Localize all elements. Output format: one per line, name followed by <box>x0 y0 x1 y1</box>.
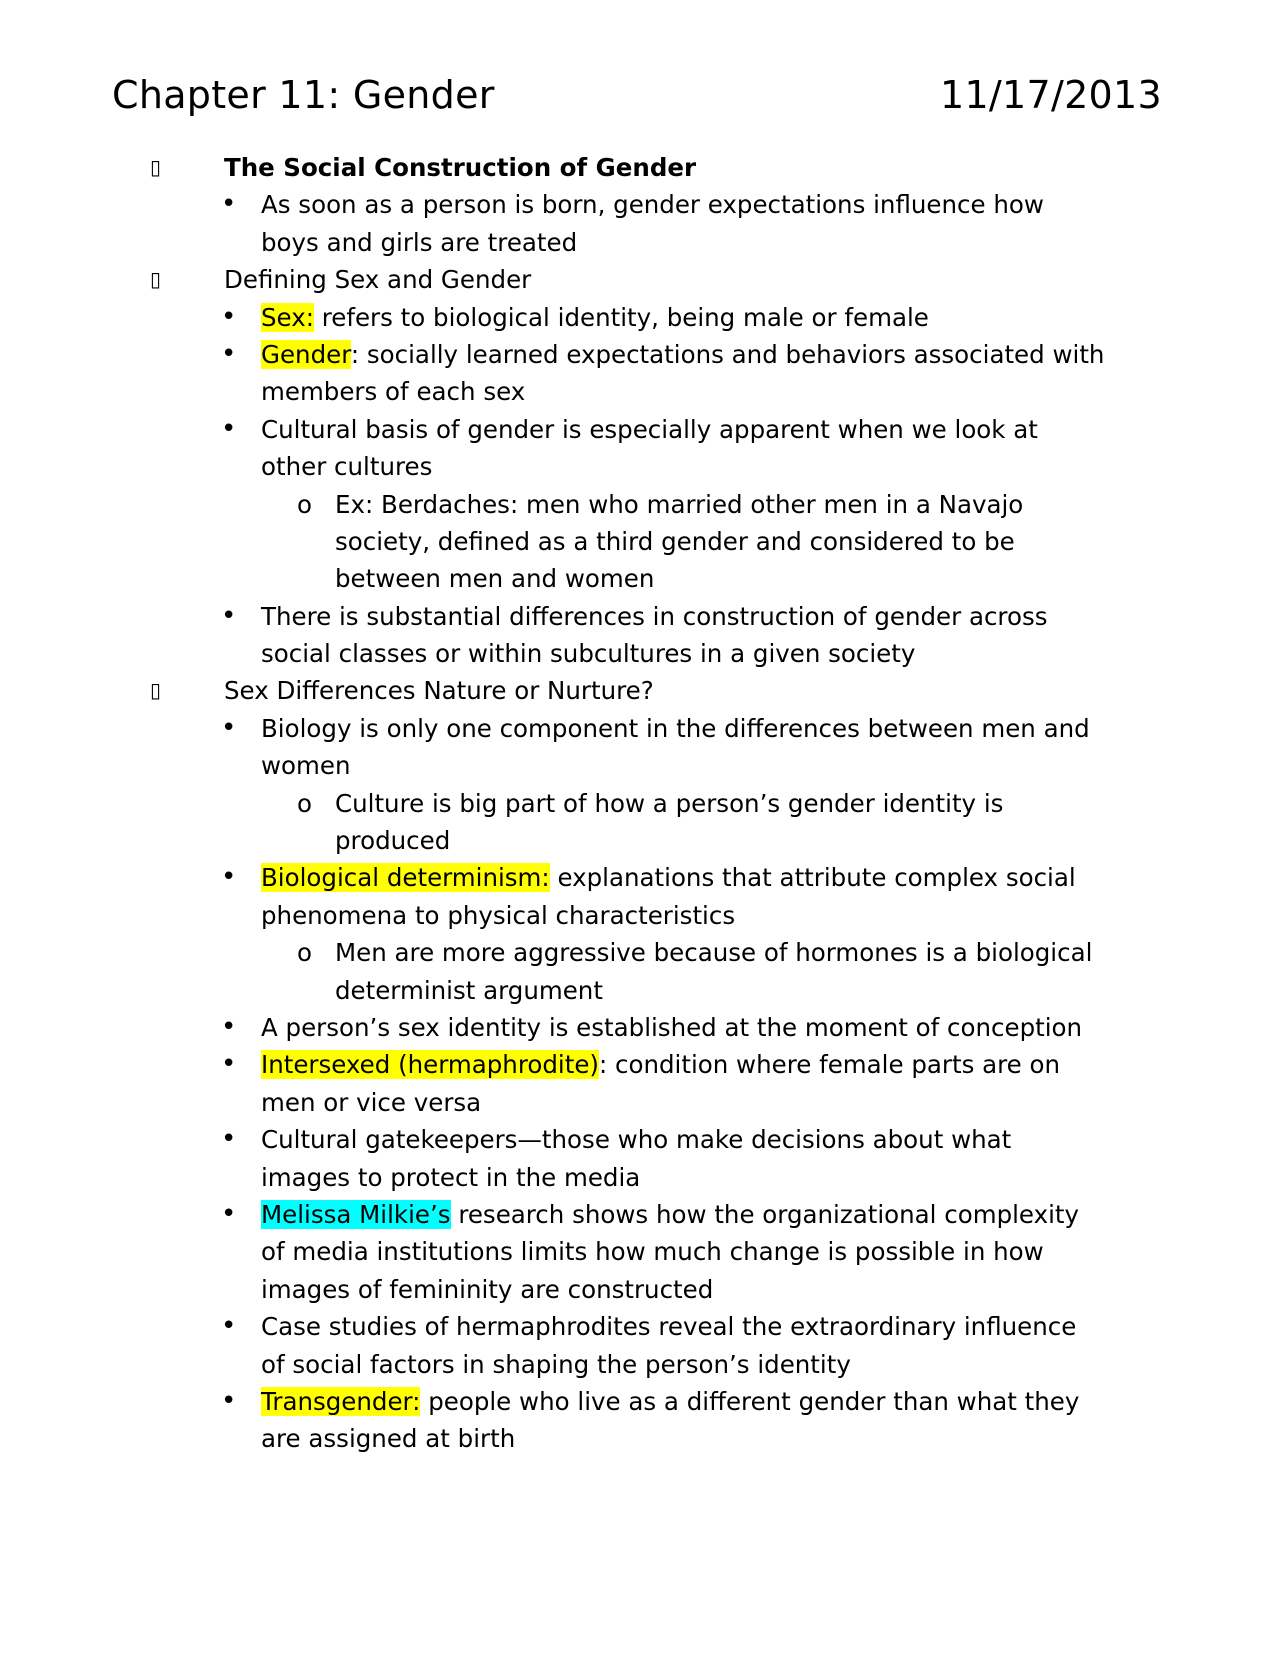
bullet-item <box>0 1196 1280 1233</box>
term-definition: : socially learned expectations and behaviors associated with <box>350 339 1105 369</box>
bullet-icon: • <box>221 189 237 220</box>
section-marker-icon: ▯ <box>150 155 162 179</box>
highlighted-term: Biological determinism: <box>261 863 550 893</box>
bullet-icon: • <box>221 1124 237 1155</box>
sub-bullet-continuation <box>0 972 1280 1009</box>
sub-bullet-text: society, defined as a third gender and considered to be <box>335 526 1015 556</box>
bullet-item <box>0 859 1280 896</box>
highlighted-term: Sex: <box>261 302 314 332</box>
bullet-item <box>0 411 1280 448</box>
sub-bullet-icon: o <box>297 489 312 519</box>
bullet-text: of media institutions limits how much change is possible in how <box>261 1237 1044 1267</box>
bullet-text: Cultural gatekeepers—those who make decisions about what <box>261 1125 1012 1155</box>
sub-bullet-text: Men are more aggressive because of hormones is a biological <box>335 938 1093 968</box>
bullet-icon: • <box>221 862 237 893</box>
sub-bullet-icon: o <box>297 788 312 818</box>
highlighted-term: Intersexed (hermaphrodite) <box>261 1050 599 1080</box>
section-heading <box>0 672 1280 709</box>
term-definition: research shows how the organizational complexity <box>450 1199 1079 1229</box>
bullet-continuation <box>0 1159 1280 1196</box>
bullet-item <box>0 299 1280 336</box>
bullet-icon: • <box>221 1385 237 1416</box>
term-definition: : condition where female parts are on <box>598 1050 1061 1080</box>
sub-bullet-icon: o <box>297 938 312 968</box>
bullet-text: As soon as a person is born, gender expectations influence how <box>261 190 1044 220</box>
section-title: Sex Differences Nature or Nurture? <box>224 676 654 706</box>
bullet-text: members of each sex <box>261 377 526 407</box>
bullet-text: phenomena to physical characteristics <box>261 900 736 930</box>
bullet-text: other cultures <box>261 452 433 482</box>
bullet-text: social classes or within subcultures in a given society <box>261 639 916 669</box>
sub-bullet-continuation <box>0 822 1280 859</box>
notes-date: 11/17/2013 <box>939 73 1162 117</box>
bullet-text: women <box>261 751 351 781</box>
bullet-continuation <box>0 373 1280 410</box>
section-marker-icon: ▯ <box>150 678 162 703</box>
bullet-icon: • <box>221 413 237 444</box>
bullet-icon: • <box>221 1049 237 1080</box>
sub-bullet-item <box>0 785 1280 822</box>
sub-bullet-item <box>0 486 1280 523</box>
highlighted-term: Transgender: <box>261 1386 421 1416</box>
bullet-text: Case studies of hermaphrodites reveal the extraordinary influence <box>261 1312 1077 1342</box>
section-title: The Social Construction of Gender <box>224 153 697 182</box>
bullet-icon: • <box>221 712 237 743</box>
bullet-item <box>0 1121 1280 1158</box>
bullet-continuation <box>0 1233 1280 1270</box>
bullet-item <box>0 1308 1280 1345</box>
sub-bullet-text: determinist argument <box>335 975 603 1005</box>
bullet-continuation <box>0 635 1280 672</box>
bullet-text: images to protect in the media <box>261 1162 641 1192</box>
bullet-text: of social factors in shaping the person’s identity <box>261 1349 851 1379</box>
sub-bullet-text: Ex: Berdaches: men who married other men in a Navajo <box>335 489 1024 519</box>
sub-bullet-text: produced <box>335 826 451 856</box>
bullet-icon: • <box>221 1011 237 1042</box>
bullet-continuation <box>0 448 1280 485</box>
bullet-text: boys and girls are treated <box>261 227 578 257</box>
section-title: Defining Sex and Gender <box>224 265 532 295</box>
bullet-icon: • <box>221 338 237 369</box>
bullet-text <box>261 1046 1060 1083</box>
sub-bullet-text: Culture is big part of how a person’s gender identity is <box>335 788 1004 818</box>
bullet-text <box>261 1383 1079 1420</box>
bullet-text <box>261 336 1104 373</box>
bullet-continuation <box>0 224 1280 261</box>
highlighted-term: Gender <box>261 339 351 369</box>
bullet-icon: • <box>221 1198 237 1229</box>
section-marker-icon: ▯ <box>150 267 162 292</box>
bullet-icon: • <box>221 301 237 332</box>
bullet-item <box>0 710 1280 747</box>
page-header <box>112 70 1162 120</box>
term-definition: explanations that attribute complex social <box>549 863 1076 893</box>
bullet-text <box>261 299 929 336</box>
notes-outline <box>0 149 1280 1458</box>
section-heading <box>0 261 1280 298</box>
bullet-item <box>0 1009 1280 1046</box>
bullet-continuation <box>0 1420 1280 1457</box>
sub-bullet-continuation <box>0 523 1280 560</box>
section-heading <box>0 149 1280 186</box>
bullet-continuation <box>0 1271 1280 1308</box>
bullet-item <box>0 1383 1280 1420</box>
bullet-continuation <box>0 897 1280 934</box>
bullet-continuation <box>0 1084 1280 1121</box>
term-definition: refers to biological identity, being male or female <box>313 302 929 332</box>
bullet-text: A person’s sex identity is established at the moment of conception <box>261 1012 1083 1042</box>
term-definition: people who live as a different gender than what they <box>420 1386 1080 1416</box>
bullet-text: There is substantial differences in construction of gender across <box>261 601 1048 631</box>
bullet-item <box>0 598 1280 635</box>
bullet-text <box>261 859 1076 896</box>
bullet-continuation <box>0 747 1280 784</box>
sub-bullet-item <box>0 934 1280 971</box>
bullet-continuation <box>0 1346 1280 1383</box>
bullet-text: are assigned at birth <box>261 1424 516 1454</box>
highlighted-term: Melissa Milkie’s <box>261 1199 451 1229</box>
bullet-icon: • <box>221 600 237 631</box>
bullet-text: men or vice versa <box>261 1087 482 1117</box>
bullet-item <box>0 336 1280 373</box>
bullet-icon: • <box>221 1311 237 1342</box>
sub-bullet-continuation <box>0 560 1280 597</box>
chapter-title: Chapter 11: Gender <box>112 73 495 117</box>
sub-bullet-text: between men and women <box>335 564 655 594</box>
bullet-item <box>0 186 1280 223</box>
bullet-text: Cultural basis of gender is especially apparent when we look at <box>261 414 1038 444</box>
bullet-item <box>0 1046 1280 1083</box>
bullet-text <box>261 1196 1079 1233</box>
bullet-text: images of femininity are constructed <box>261 1274 714 1304</box>
bullet-text: Biology is only one component in the differences between men and <box>261 713 1090 743</box>
